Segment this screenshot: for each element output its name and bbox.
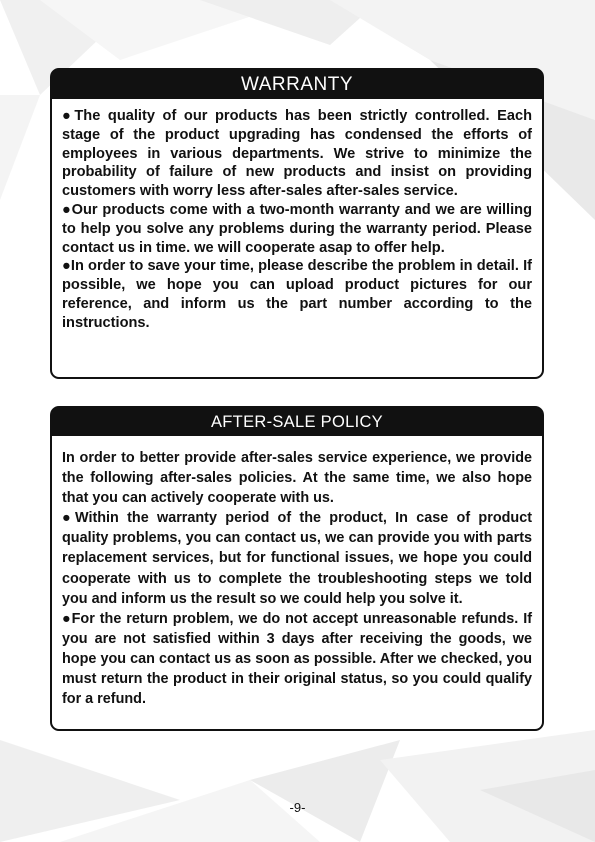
warranty-paragraph: ●The quality of our products has been strictly controlled. Each stage of the product upgrading has condensed the efforts of employees in various departments. We strive to minimize the probability of failure of new products and insist on providing customers with worry less after-sales after-sales service. — [62, 108, 532, 200]
warranty-body — [52, 99, 542, 333]
warranty-title: WARRANTY — [52, 70, 542, 99]
warranty-paragraph: ●In order to save your time, please describe the problem in detail. If possible, we hope you can upload product pictures for our reference, and inform us the part number according to the instructions. — [62, 258, 532, 331]
warranty-paragraph: ●Our products come with a two-month warranty and we are willing to help you solve any problems during the warranty period. Please contact us in time. we will cooperate asap to offer help. — [62, 201, 532, 256]
after-sale-policy-title: AFTER-SALE POLICY — [52, 408, 542, 436]
after-sale-policy-section — [50, 406, 544, 731]
after-sale-paragraph: ●For the return problem, we do not accept unreasonable refunds. If you are not satisfied within 3 days after receiving the goods, we hope you can contact us as soon as possible. After we checked, you must return the product in their original status, so you could qualify for a refund. — [62, 610, 532, 708]
warranty-section — [50, 68, 544, 379]
after-sale-paragraph: ●Within the warranty period of the product, In case of product quality problems, you can contact us, we can provide you with parts replacement services, but for functional issues, we hope you could cooperate with us to complete the troubleshooting steps we told you and inform us the result so we could help you solve it. — [62, 510, 532, 607]
page-number: -9- — [289, 800, 306, 815]
after-sale-paragraph: In order to better provide after-sales service experience, we provide the following after-sales policies. At the same time, we also hope that you can actively cooperate with us. — [62, 450, 532, 507]
after-sale-policy-body — [52, 436, 542, 709]
